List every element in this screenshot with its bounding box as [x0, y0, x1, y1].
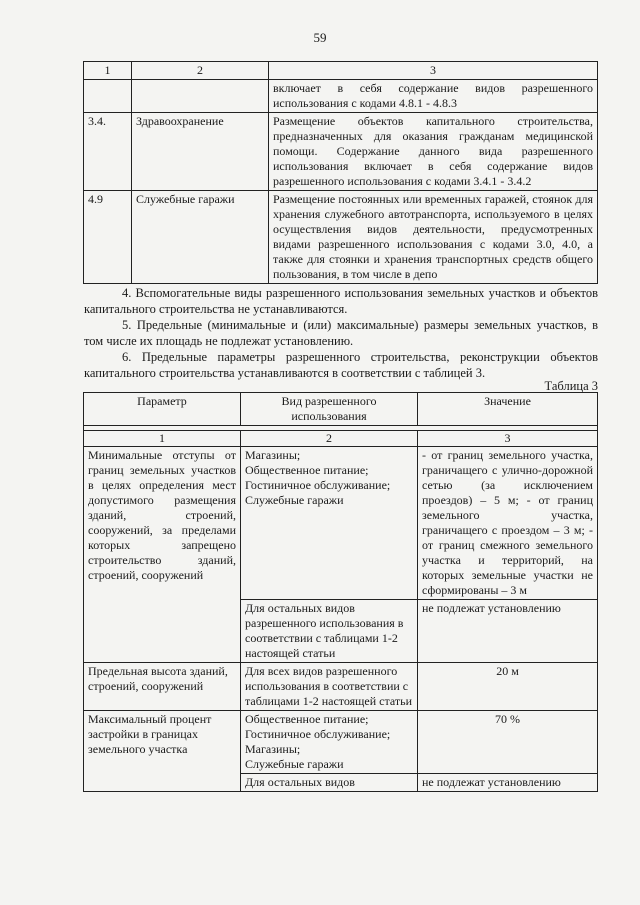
paragraph: 4. Вспомогательные виды разрешенного использования земельных участков и объектов капитального строительства не устанавливаются. — [84, 286, 598, 316]
param-height: Предельная высота зданий, строений, сооружений — [84, 663, 241, 711]
header-cell: Значение — [418, 393, 598, 426]
row-code: 4.9 — [84, 191, 132, 284]
paragraph: 5. Предельные (минимальные и (или) максимальные) размеры земельных участков, в том числе их площадь не подлежат установлению. — [84, 318, 598, 348]
table-row — [84, 447, 598, 600]
col-number: 2 — [241, 431, 418, 447]
table-row — [84, 711, 598, 774]
row-name: Служебные гаражи — [132, 191, 269, 284]
use-type-line: Гостиничное обслуживание; — [245, 727, 391, 741]
row-description: Размещение постоянных или временных гаражей, стоянок для хранения служебного автотранспорта, используемого в целях осуществления видов деятельности, предусмотренных видами разрешенного использования с кодами 3.0, 4.0, а также для стоянки и хранения транспортных средств общего пользования, в том числе в депо — [269, 191, 598, 284]
table-row — [84, 663, 598, 711]
row-name — [132, 80, 269, 113]
col-number: 1 — [84, 62, 132, 80]
table-row — [84, 191, 598, 284]
value-setbacks: - от границ земельного участка, граничащего с улично-дорожной сетью (за исключением проездов) – 5 м; - от границ земельного участка, граничащего с проездом – 3 м; - от границ смежного земельного участка и территорий, на которых земельные участки не сформированы – 3 м — [418, 447, 598, 600]
row-description: Размещение объектов капитального строительства, предназначенных для оказания гражданам медицинской помощи. Содержание данного вида разрешенного использования включает в себя содержание видов разрешенного использования с кодами 3.4.1 - 3.4.2 — [269, 113, 598, 191]
col-number: 3 — [269, 62, 598, 80]
row-name: Здравоохранение — [132, 113, 269, 191]
table-caption: Таблица 3 — [544, 379, 598, 393]
value-other: не подлежат установлению — [418, 600, 598, 663]
use-types — [241, 447, 418, 600]
use-type-line: Гостиничное обслуживание; — [245, 478, 391, 492]
parameters-table — [83, 392, 598, 792]
column-number-row — [84, 431, 598, 447]
page-number: 59 — [313, 30, 327, 45]
header-cell: Параметр — [84, 393, 241, 426]
value-coverage: 70 % — [418, 711, 598, 774]
col-number: 3 — [418, 431, 598, 447]
use-type-line: Магазины; — [245, 742, 301, 756]
value-height: 20 м — [418, 663, 598, 711]
table-row — [84, 113, 598, 191]
param-coverage: Максимальный процент застройки в границах земельного участка — [84, 711, 241, 792]
header-row — [84, 393, 598, 426]
use-type-line: Магазины; — [245, 448, 301, 462]
use-type-line: Служебные гаражи — [245, 757, 344, 771]
use-types-other: Для остальных видов — [241, 774, 418, 792]
use-types-all: Для всех видов разрешенного использования в соответствии с таблицами 1-2 настоящей статьи — [241, 663, 418, 711]
header-cell: Вид разрешенного использования — [241, 393, 418, 426]
use-types — [241, 711, 418, 774]
paragraph: 6. Предельные параметры разрешенного строительства, реконструкции объектов капитального строительства устанавливаются в соответствии с таблицей 3. — [84, 350, 598, 380]
param-setbacks: Минимальные отступы от границ земельных участков в целях определения мест допустимого размещения зданий, строений, сооружений, за пределами которых запрещено строительство зданий, строений, сооружений — [84, 447, 241, 663]
col-number: 1 — [84, 431, 241, 447]
value-other: не подлежат установлению — [418, 774, 598, 792]
row-code — [84, 80, 132, 113]
land-use-table — [83, 61, 598, 284]
use-type-line: Общественное питание; — [245, 463, 369, 477]
use-type-line: Общественное питание; — [245, 712, 369, 726]
use-types-other: Для остальных видов разрешенного использования в соответствии с таблицами 1-2 настоящей статьи — [241, 600, 418, 663]
body-text — [84, 285, 598, 381]
row-description: включает в себя содержание видов разрешенного использования с кодами 4.8.1 - 4.8.3 — [269, 80, 598, 113]
col-number: 2 — [132, 62, 269, 80]
column-number-row — [84, 62, 598, 80]
row-code: 3.4. — [84, 113, 132, 191]
use-type-line: Служебные гаражи — [245, 493, 344, 507]
table-row — [84, 80, 598, 113]
